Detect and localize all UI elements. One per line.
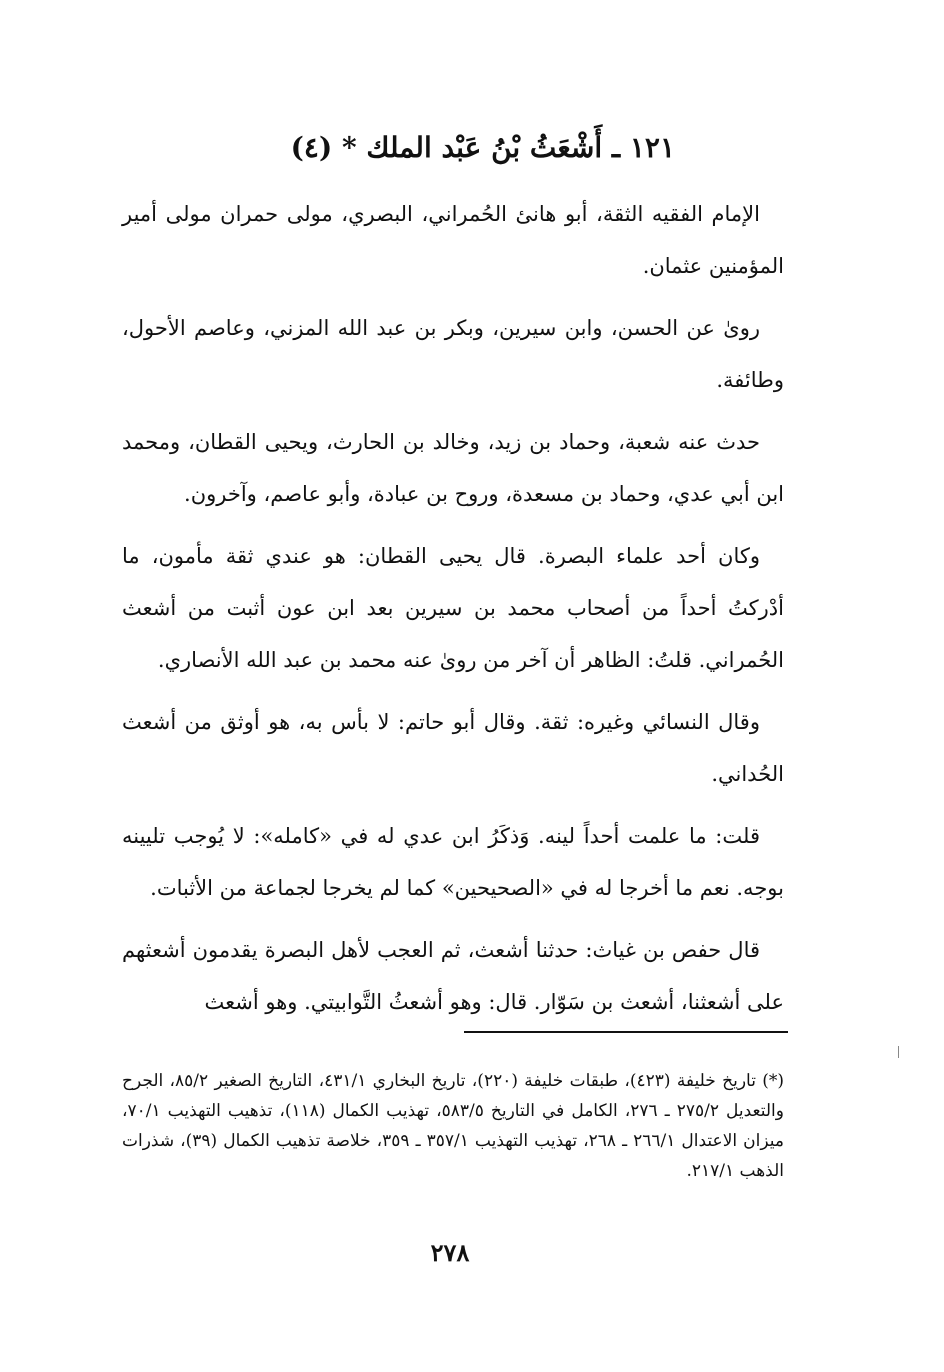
scan-mark (898, 1046, 899, 1058)
paragraph-hafs: قال حفص بن غياث: حدثنا أشعث، ثم العجب لأهل البصرة يقدمون أشعثهم على أشعثنا، أشعث بن سَوّار. قال: وهو أشعثُ التَّوابيتي. وهو أشعث (122, 938, 784, 1014)
paragraph-nasai: وقال النسائي وغيره: ثقة. وقال أبو حاتم: لا بأس به، هو أوثق من أشعث الحُداني. (122, 710, 784, 786)
paragraph-narrated-from: روىٰ عن الحسن، وابن سيرين، وبكر بن عبد الله المزني، وعاصم الأحول، وطائفة. (122, 316, 784, 392)
paragraph-narrators: حدث عنه شعبة، وحماد بن زيد، وخالد بن الحارث، ويحيى القطان، ومحمد ابن أبي عدي، وحماد بن مسعدة، وروح بن عبادة، وأبو عاصم، وآخرون. (122, 430, 784, 506)
footnote-sources: (*) تاريخ خليفة (٤٢٣)، طبقات خليفة (٢٢٠)، تاريخ البخاري ٤٣١/١، التاريخ الصغير ٨٥/٢، الجرح والتعديل ٢٧٥/٢ ـ ٢٧٦، الكامل في التاريخ ٥٨٣/٥، تهذيب الكمال (١١٨)، تذهيب التهذيب ٧٠/١، ميزان الاعتدال ٢٦٦/١ ـ ٢٦٨، تهذيب التهذيب ٣٥٧/١ ـ ٣٥٩، خلاصة تذهيب الكمال (٣٩)، شذرات الذهب ٢١٧/١. (122, 1071, 785, 1181)
entry-title: ١٢١ ـ أَشْعَثُ بْنُ عَبْد الملك * (٤) (290, 131, 675, 164)
main-text (122, 188, 784, 1038)
page-number: ٢٧٨ (430, 1238, 470, 1267)
paragraph-praise: وكان أحد علماء البصرة. قال يحيى القطان: هو عندي ثقة مأمون، ما أدْركتُ أحداً من أصحاب محمد بن سيرين بعد ابن عون أثبت من أشعث الحُمراني. قلتُ: الظاهر أن آخر من روىٰ عنه محمد بن عبد الله الأنصاري. (122, 544, 784, 672)
paragraph-ibn-adi: قلت: ما علمت أحداً لينه. وَذكَرُ ابن عدي له في «كامله»: لا يُوجب تليينه بوجه. نعم ما أخرجا له في «الصحيحين» كما لم يخرجا لجماعة من الأثبات. (122, 824, 784, 900)
footnote-divider (464, 1031, 788, 1033)
paragraph-intro: الإمام الفقيه الثقة، أبو هانئ الحُمراني، البصري، مولى حمران مولى أمير المؤمنين عثمان. (122, 202, 784, 278)
